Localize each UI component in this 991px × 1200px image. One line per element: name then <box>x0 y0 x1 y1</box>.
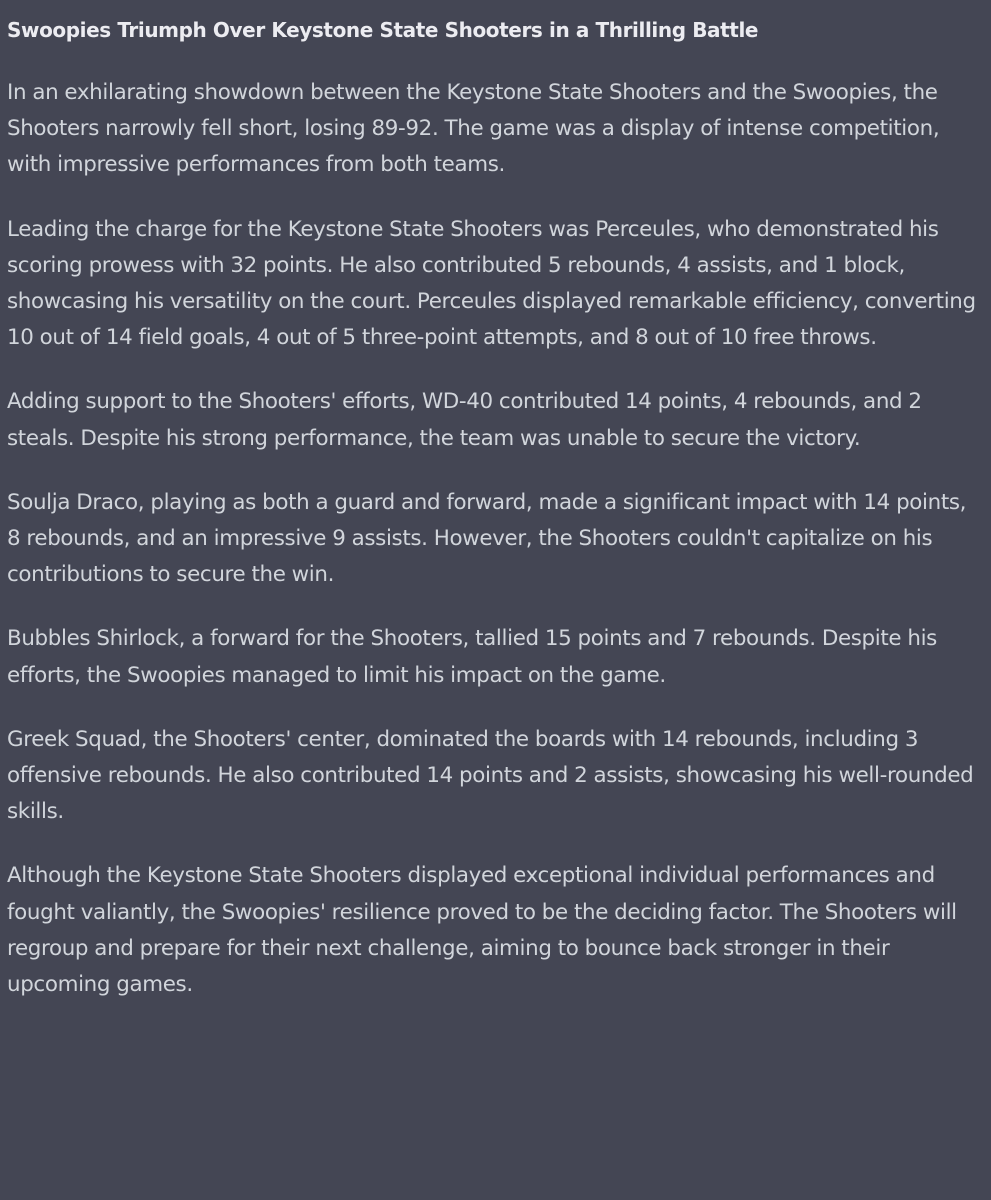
article-title: Swoopies Triumph Over Keystone State Shooters in a Thrilling Battle <box>7 18 759 42</box>
paragraph-greek-squad: Greek Squad, the Shooters' center, dominated the boards with 14 rebounds, including 3 offensive rebounds. He also contributed 14 points and 2 assists, showcasing his well-rounded skills. <box>7 726 974 825</box>
paragraph-wd40: Adding support to the Shooters' efforts, WD-40 contributed 14 points, 4 rebounds, and 2 steals. Despite his strong performance, the team was unable to secure the victory. <box>7 389 922 451</box>
paragraph-perceules: Leading the charge for the Keystone State Shooters was Perceules, who demonstrated his scoring prowess with 32 points. He also contributed 5 rebounds, 4 assists, and 1 block, showcasing his versatility on the court. Perceules displayed remarkable efficiency, converting 10 out of 14 field goals, 4 out of 5 three-point attempts, and 8 out of 10 free throws. <box>7 216 976 351</box>
paragraph-soulja-draco: Soulja Draco, playing as both a guard and forward, made a significant impact with 14 points, 8 rebounds, and an impressive 9 assists. However, the Shooters couldn't capitalize on his contributions to secure the win. <box>7 489 967 588</box>
paragraph-bubbles-shirlock: Bubbles Shirlock, a forward for the Shooters, tallied 15 points and 7 rebounds. Despite his efforts, the Swoopies managed to limit his impact on the game. <box>7 626 937 688</box>
paragraph-intro: In an exhilarating showdown between the Keystone State Shooters and the Swoopies, the Shooters narrowly fell short, losing 89-92. The game was a display of intense competition, with impressive performances from both teams. <box>7 80 940 178</box>
paragraph-conclusion: Although the Keystone State Shooters displayed exceptional individual performances and fought valiantly, the Swoopies' resilience proved to be the deciding factor. The Shooters will regroup and prepare for their next challenge, aiming to bounce back stronger in their upcoming games. <box>7 863 957 998</box>
